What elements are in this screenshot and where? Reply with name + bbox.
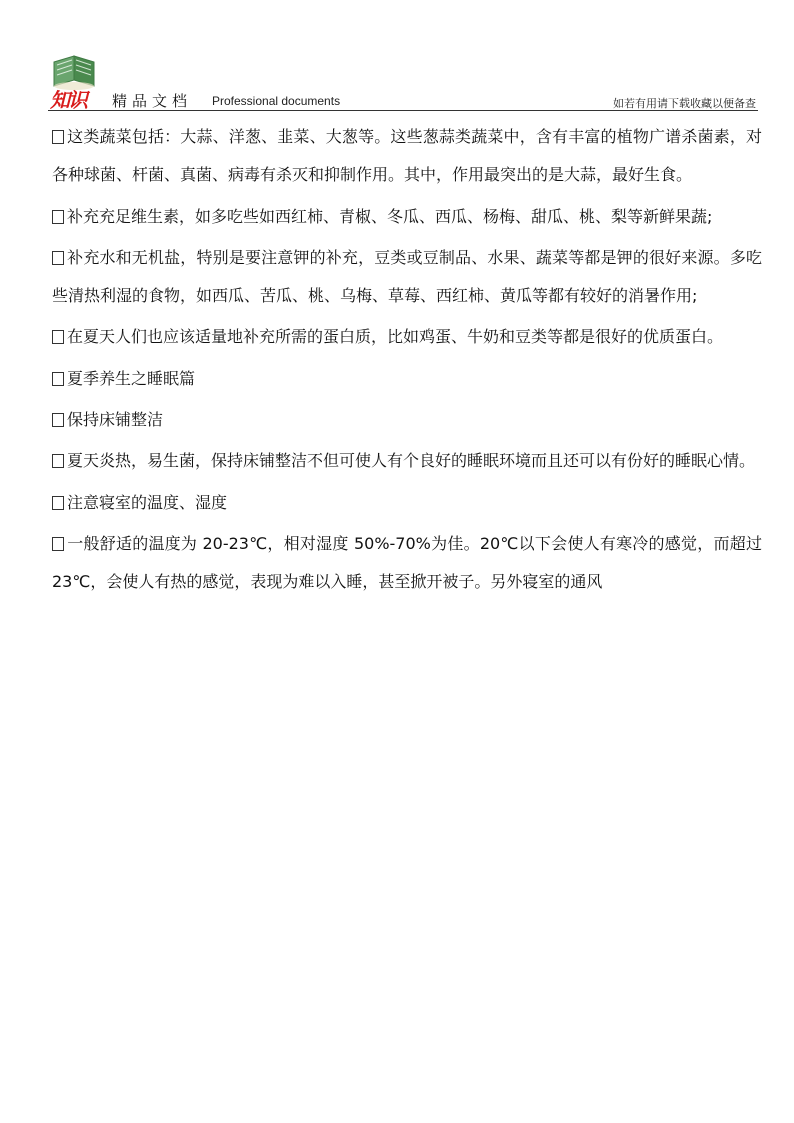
bullet-box-icon [52, 372, 64, 386]
header-download-note: 如若有用请下载收藏以便备查 [613, 97, 756, 110]
heading-text: 夏季养生之睡眠篇 [67, 368, 196, 388]
paragraph [52, 318, 762, 356]
header-divider [48, 110, 758, 111]
bullet-box-icon [52, 454, 64, 468]
bullet-box-icon [52, 330, 64, 344]
paragraph [52, 442, 762, 480]
paragraph [52, 198, 762, 236]
paragraph-text: 补充水和无机盐，特别是要注意钾的补充，豆类或豆制品、水果、蔬菜等都是钾的很好来源。多吃些清热利湿的食物，如西瓜、苦瓜、桃、乌梅、草莓、西红柿、黄瓜等都有较好的消暑作用; [52, 247, 762, 306]
subheading [52, 484, 762, 522]
bullet-box-icon [52, 251, 64, 265]
paragraph-text: 夏天炎热，易生菌，保持床铺整洁不但可使人有个良好的睡眠环境而且还可以有份好的睡眠心情。 [67, 451, 756, 471]
header-title-cn: 精品文档 [112, 92, 193, 110]
bullet-box-icon [52, 496, 64, 510]
subheading-text: 保持床铺整洁 [67, 410, 164, 430]
bullet-box-icon [52, 413, 64, 427]
bullet-box-icon [52, 130, 64, 144]
paragraph-text: 补充充足维生素，如多吃些如西红柿、青椒、冬瓜、西瓜、杨梅、甜瓜、桃、梨等新鲜果蔬; [67, 206, 713, 226]
paragraph [52, 525, 762, 602]
section-heading [52, 360, 762, 398]
paragraph-text: 一般舒适的温度为 20-23℃，相对湿度 50%-70%为佳。20℃以下会使人有寒冷的感觉，而超过 23℃，会使人有热的感觉，表现为难以入睡，甚至掀开被子。另外寝室的通风 [52, 533, 762, 592]
paragraph [52, 118, 762, 195]
paragraph [52, 239, 762, 316]
book-logo-icon [48, 50, 102, 112]
paragraph-text: 在夏天人们也应该适量地补充所需的蛋白质，比如鸡蛋、牛奶和豆类等都是很好的优质蛋白。 [67, 327, 724, 347]
page-header [48, 50, 758, 112]
header-title-en: Professional documents [212, 94, 341, 108]
paragraph-text: 这类蔬菜包括：大蒜、洋葱、韭菜、大葱等。这些葱蒜类蔬菜中，含有丰富的植物广谱杀菌素，对各种球菌、杆菌、真菌、病毒有杀灭和抑制作用。其中，作用最突出的是大蒜，最好生食。 [52, 127, 762, 185]
document-body [52, 118, 762, 605]
bullet-box-icon [52, 537, 64, 551]
subheading-text: 注意寝室的温度、湿度 [67, 492, 228, 512]
bullet-box-icon [52, 210, 64, 224]
logo-text: 知识 [50, 88, 86, 112]
subheading [52, 401, 762, 439]
